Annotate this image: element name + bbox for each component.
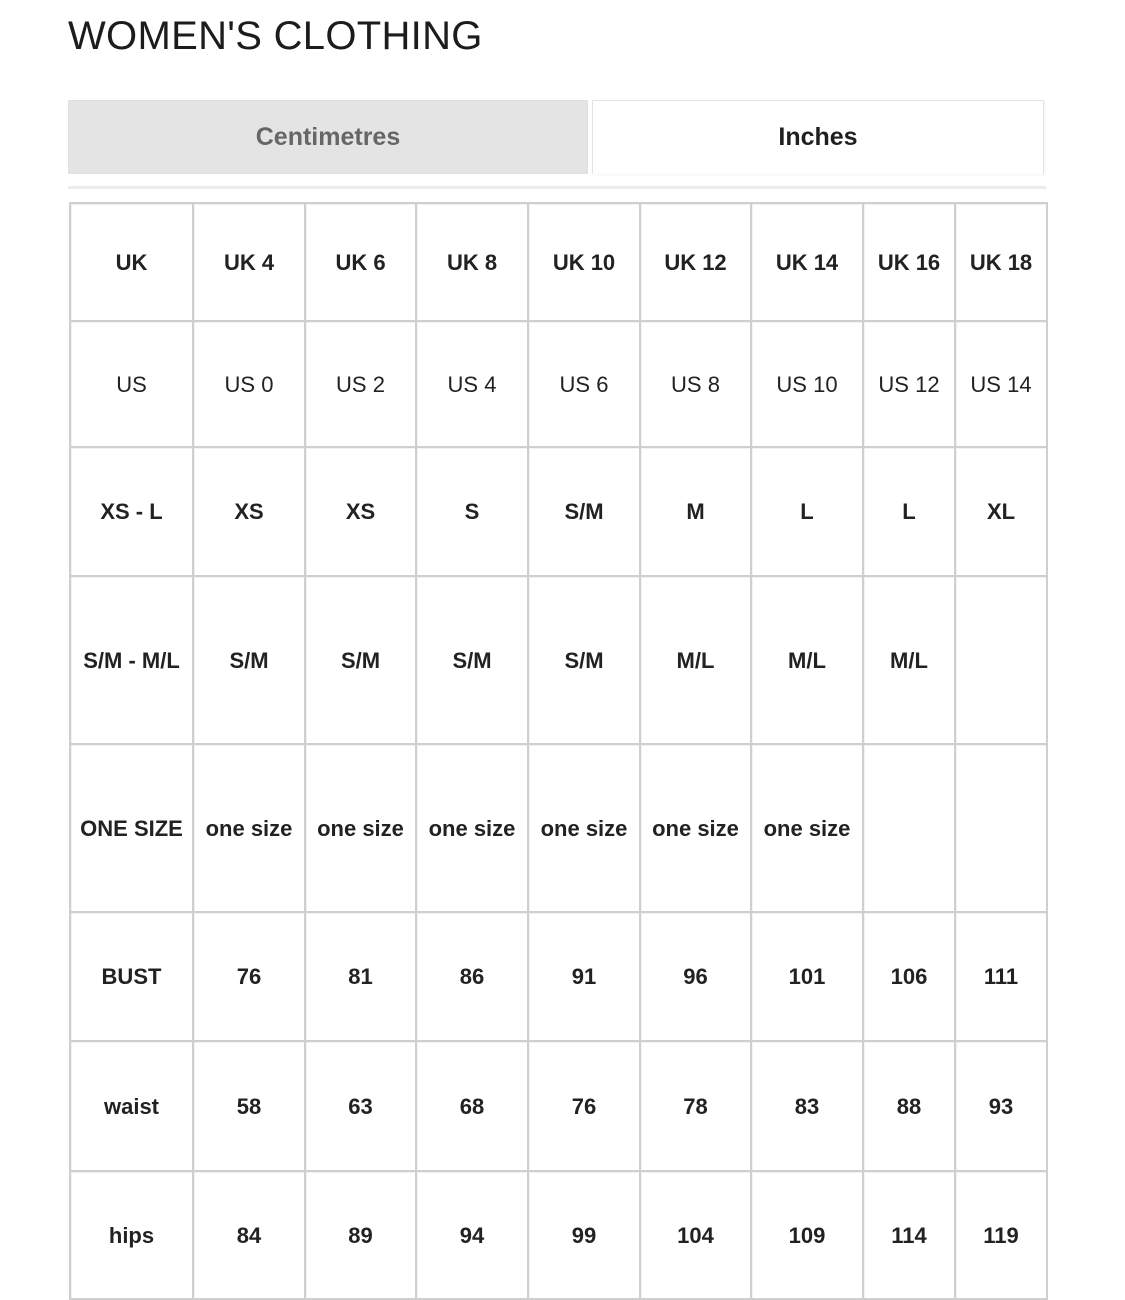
row-label-bust: BUST [70,912,193,1041]
table-cell: 78 [640,1041,751,1171]
table-cell: M [640,447,751,576]
table-cell: UK 4 [193,203,305,321]
table-row-sm-ml [70,576,1047,744]
table-cell: one size [528,744,640,912]
page-title: WOMEN'S CLOTHING [68,14,483,58]
table-cell: one size [416,744,528,912]
table-cell: M/L [640,576,751,744]
table-cell: US 2 [305,321,416,447]
table-cell: 58 [193,1041,305,1171]
table-row-hips [70,1171,1047,1299]
table-row-one-size [70,744,1047,912]
table-cell: 109 [751,1171,863,1299]
tab-inches[interactable]: Inches [592,100,1044,174]
table-row-us [70,321,1047,447]
table-cell: 119 [955,1171,1047,1299]
table-cell: UK 6 [305,203,416,321]
table-row-xs-l [70,447,1047,576]
tab-centimetres[interactable]: Centimetres [68,100,588,174]
table-cell: S/M [305,576,416,744]
table-cell: US 0 [193,321,305,447]
table-cell: 93 [955,1041,1047,1171]
table-cell: 114 [863,1171,955,1299]
table-cell: 96 [640,912,751,1041]
row-label-xs-l: XS - L [70,447,193,576]
table-cell: L [863,447,955,576]
table-cell: 76 [528,1041,640,1171]
table-cell: UK 12 [640,203,751,321]
table-cell: UK 10 [528,203,640,321]
table-cell: US 4 [416,321,528,447]
table-cell: S [416,447,528,576]
table-cell: 99 [528,1171,640,1299]
table-cell [955,744,1047,912]
table-cell: US 6 [528,321,640,447]
table-cell: S/M [528,447,640,576]
table-cell: 89 [305,1171,416,1299]
row-label-one-size: ONE SIZE [70,744,193,912]
table-cell: 104 [640,1171,751,1299]
row-label-sm-ml: S/M - M/L [70,576,193,744]
table-cell: UK 18 [955,203,1047,321]
table-cell: 111 [955,912,1047,1041]
table-cell: 76 [193,912,305,1041]
table-cell: 88 [863,1041,955,1171]
table-row-bust [70,912,1047,1041]
row-label-us: US [70,321,193,447]
table-cell: XS [305,447,416,576]
table-cell: 68 [416,1041,528,1171]
table-cell: 81 [305,912,416,1041]
table-row-waist [70,1041,1047,1171]
unit-tabs [68,100,1046,189]
row-label-uk: UK [70,203,193,321]
table-cell: 63 [305,1041,416,1171]
table-cell: M/L [863,576,955,744]
table-cell: UK 8 [416,203,528,321]
table-cell: UK 14 [751,203,863,321]
table-cell: 84 [193,1171,305,1299]
table-cell: M/L [751,576,863,744]
table-cell: S/M [528,576,640,744]
table-cell: US 10 [751,321,863,447]
table-cell: US 14 [955,321,1047,447]
table-cell: one size [193,744,305,912]
table-cell: 91 [528,912,640,1041]
table-cell: 83 [751,1041,863,1171]
table-cell: US 12 [863,321,955,447]
table-cell: S/M [416,576,528,744]
table-cell: XS [193,447,305,576]
table-cell: one size [751,744,863,912]
table-row-uk [70,203,1047,321]
row-label-hips: hips [70,1171,193,1299]
table-cell: XL [955,447,1047,576]
table-cell: 94 [416,1171,528,1299]
table-cell: 101 [751,912,863,1041]
table-cell: US 8 [640,321,751,447]
size-chart-table [69,202,1048,1300]
table-cell: one size [640,744,751,912]
table-cell: 106 [863,912,955,1041]
table-cell [955,576,1047,744]
table-cell: UK 16 [863,203,955,321]
table-cell [863,744,955,912]
table-cell: 86 [416,912,528,1041]
table-cell: L [751,447,863,576]
table-cell: S/M [193,576,305,744]
table-cell: one size [305,744,416,912]
row-label-waist: waist [70,1041,193,1171]
